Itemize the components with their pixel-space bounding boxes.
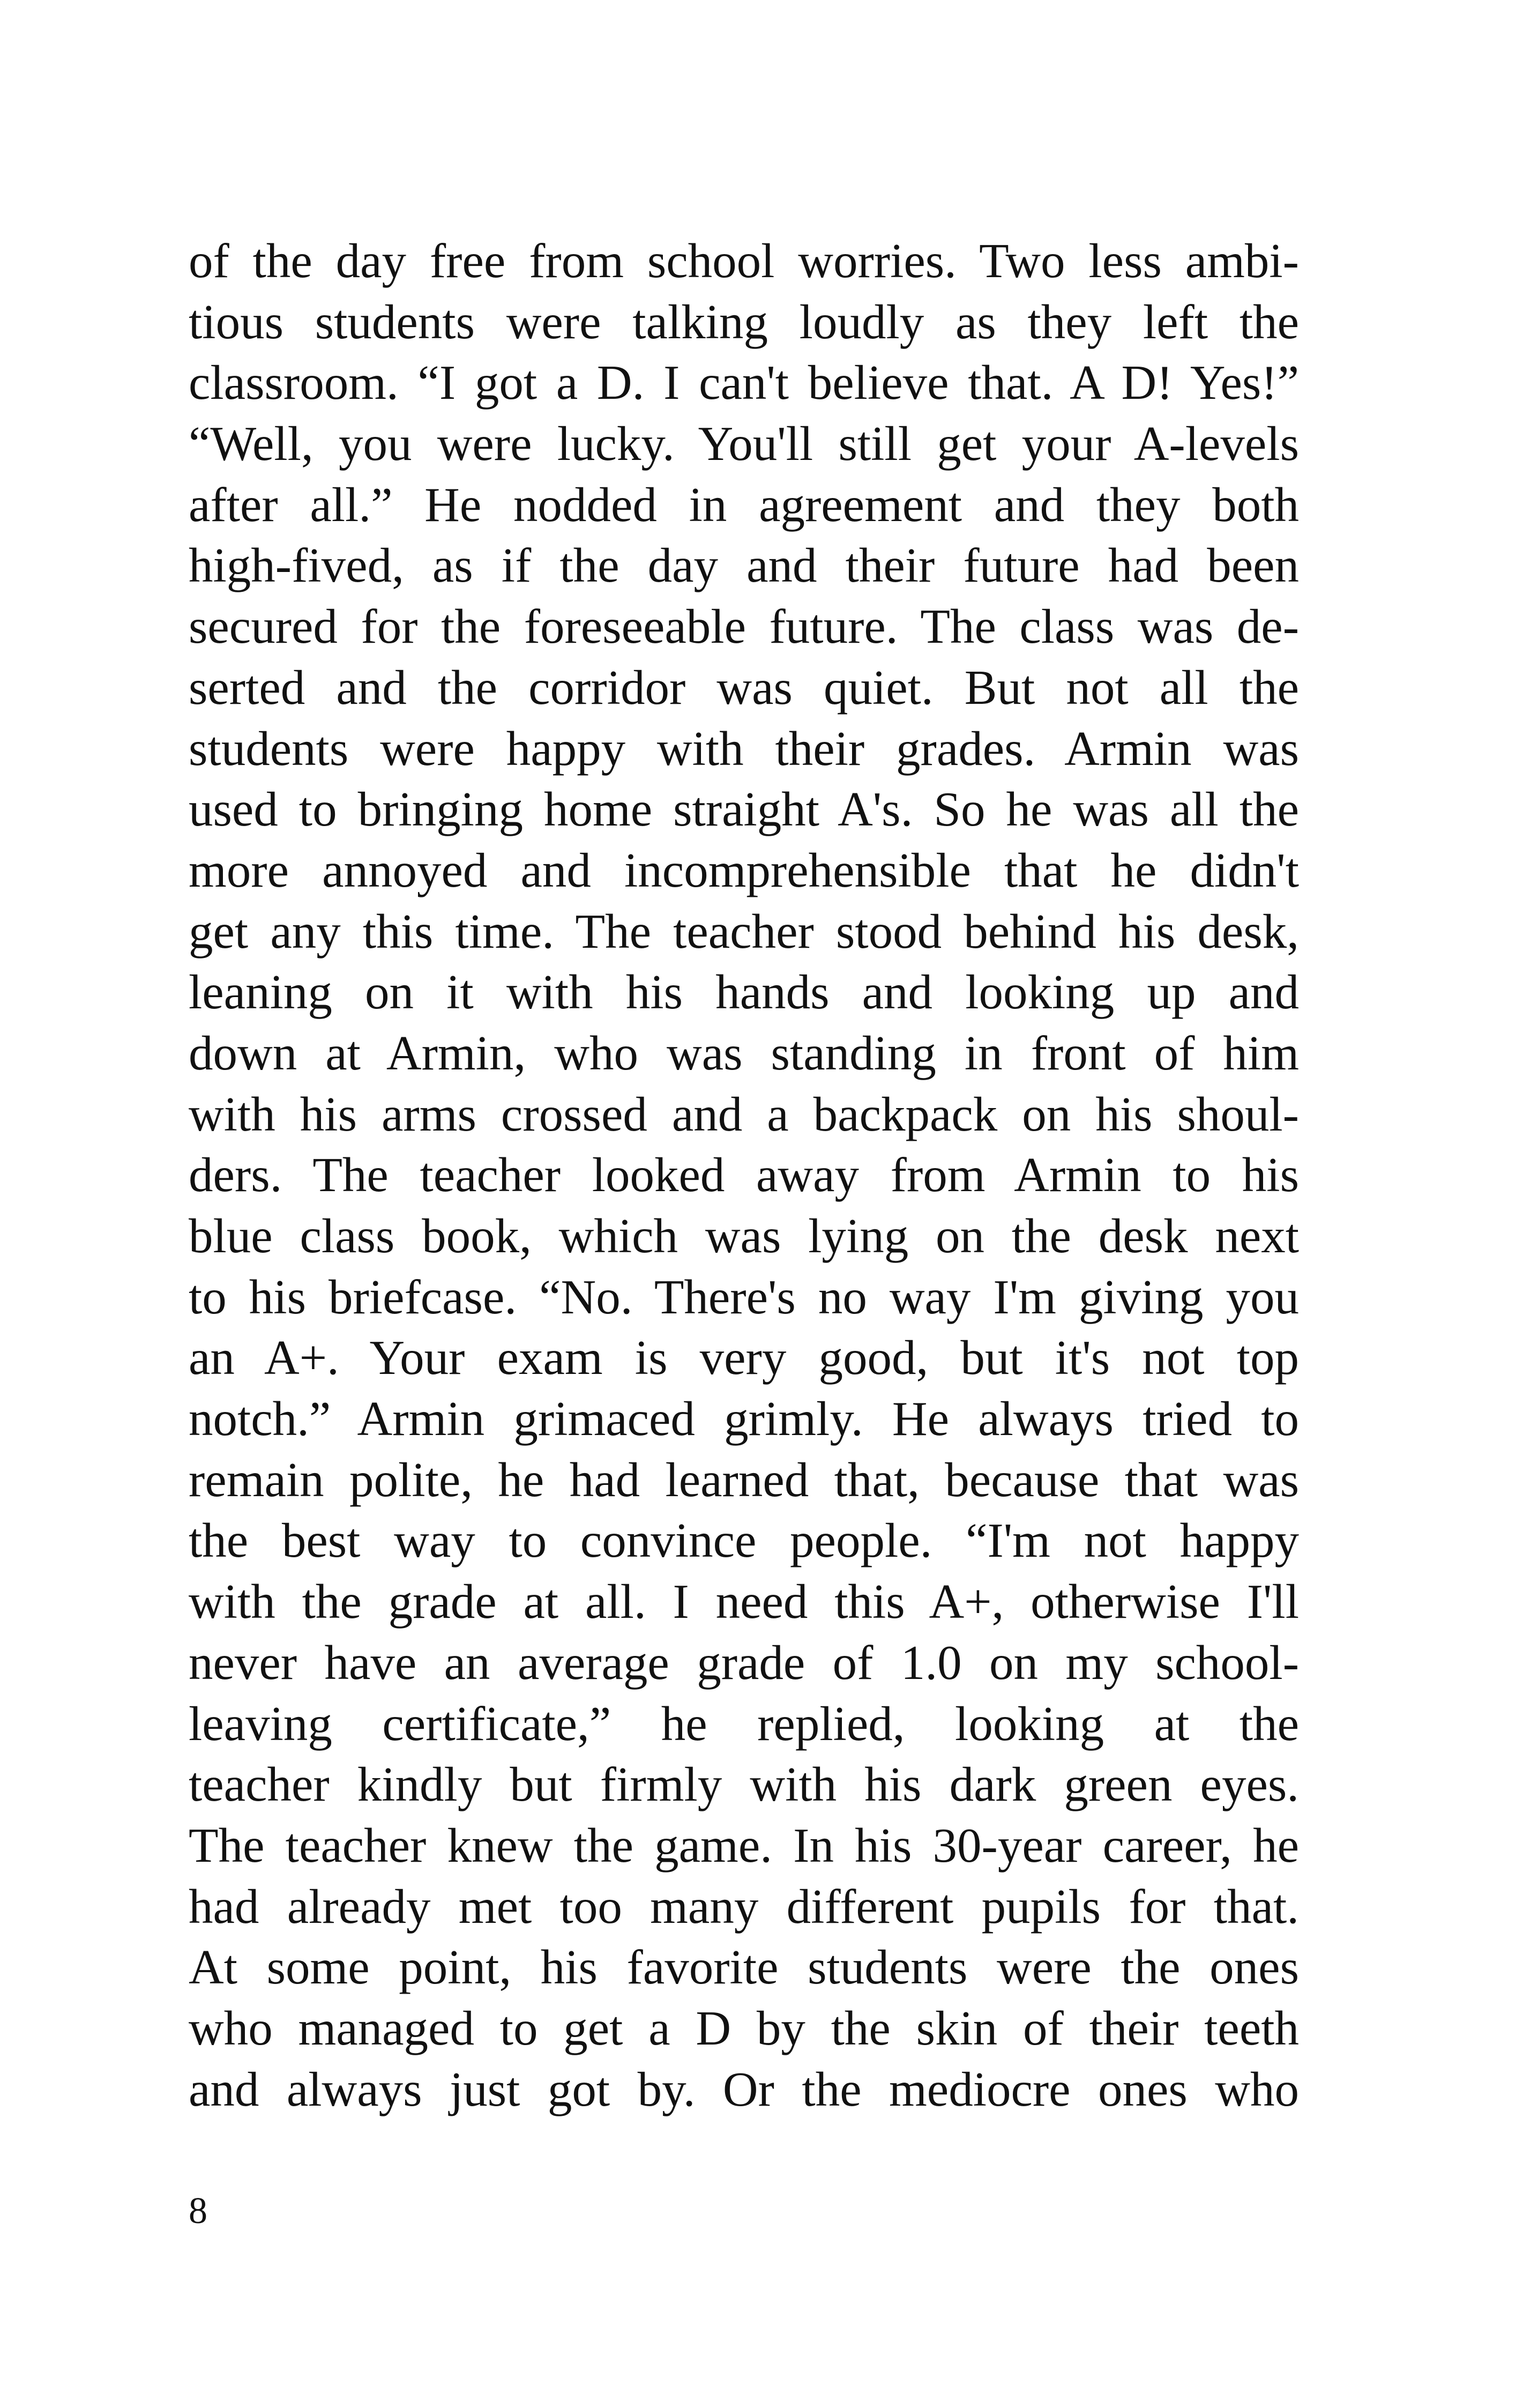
text-line: had already met too many different pupils for that. [189, 1879, 1299, 1934]
page-number: 8 [189, 2190, 207, 2232]
text-line: more annoyed and incomprehensible that he didn't [189, 843, 1299, 897]
text-line: “Well, you were lucky. You'll still get your A-levels [189, 417, 1299, 471]
text-line: used to bringing home straight A's. So he was all the [189, 782, 1299, 837]
text-line: high-fived, as if the day and their future had been [189, 538, 1299, 593]
text-line: leaning on it with his hands and looking up and [189, 965, 1299, 1020]
text-line: get any this time. The teacher stood behind his desk, [189, 904, 1299, 958]
text-line: an A+. Your exam is very good, but it's not top [189, 1331, 1299, 1385]
text-line: never have an average grade of 1.0 on my school- [189, 1635, 1299, 1690]
text-line: classroom. “I got a D. I can't believe that. A D! Yes!” [189, 355, 1299, 410]
text-line: of the day free from school worries. Two less ambi- [189, 234, 1299, 288]
text-line: to his briefcase. “No. There's no way I'm giving you [189, 1269, 1299, 1324]
text-line: At some point, his favorite students were the ones [189, 1940, 1299, 1995]
text-line: down at Armin, who was standing in front of him [189, 1025, 1299, 1080]
text-line: The teacher knew the game. In his 30-year career, he [189, 1818, 1299, 1872]
text-line: tious students were talking loudly as they left the [189, 294, 1299, 349]
text-line: blue class book, which was lying on the desk next [189, 1209, 1299, 1263]
text-line: ders. The teacher looked away from Armin to his [189, 1148, 1299, 1202]
text-line: secured for the foreseeable future. The class was de- [189, 599, 1299, 654]
text-line: leaving certificate,” he replied, looking at the [189, 1696, 1299, 1751]
body-text [189, 231, 1299, 2120]
text-line: teacher kindly but firmly with his dark green eyes. [189, 1757, 1299, 1812]
text-line: with his arms crossed and a backpack on his shoul- [189, 1087, 1299, 1141]
text-line: students were happy with their grades. Armin was [189, 721, 1299, 776]
text-line: the best way to convince people. “I'm not happy [189, 1513, 1299, 1568]
text-line: serted and the corridor was quiet. But not all the [189, 660, 1299, 715]
text-line: after all.” He nodded in agreement and they both [189, 477, 1299, 532]
text-line: remain polite, he had learned that, because that was [189, 1452, 1299, 1507]
text-line: and always just got by. Or the mediocre ones who [189, 2062, 1299, 2116]
text-line: notch.” Armin grimaced grimly. He always tried to [189, 1392, 1299, 1446]
text-line: who managed to get a D by the skin of their teeth [189, 2001, 1299, 2055]
text-line: with the grade at all. I need this A+, otherwise I'll [189, 1574, 1299, 1629]
